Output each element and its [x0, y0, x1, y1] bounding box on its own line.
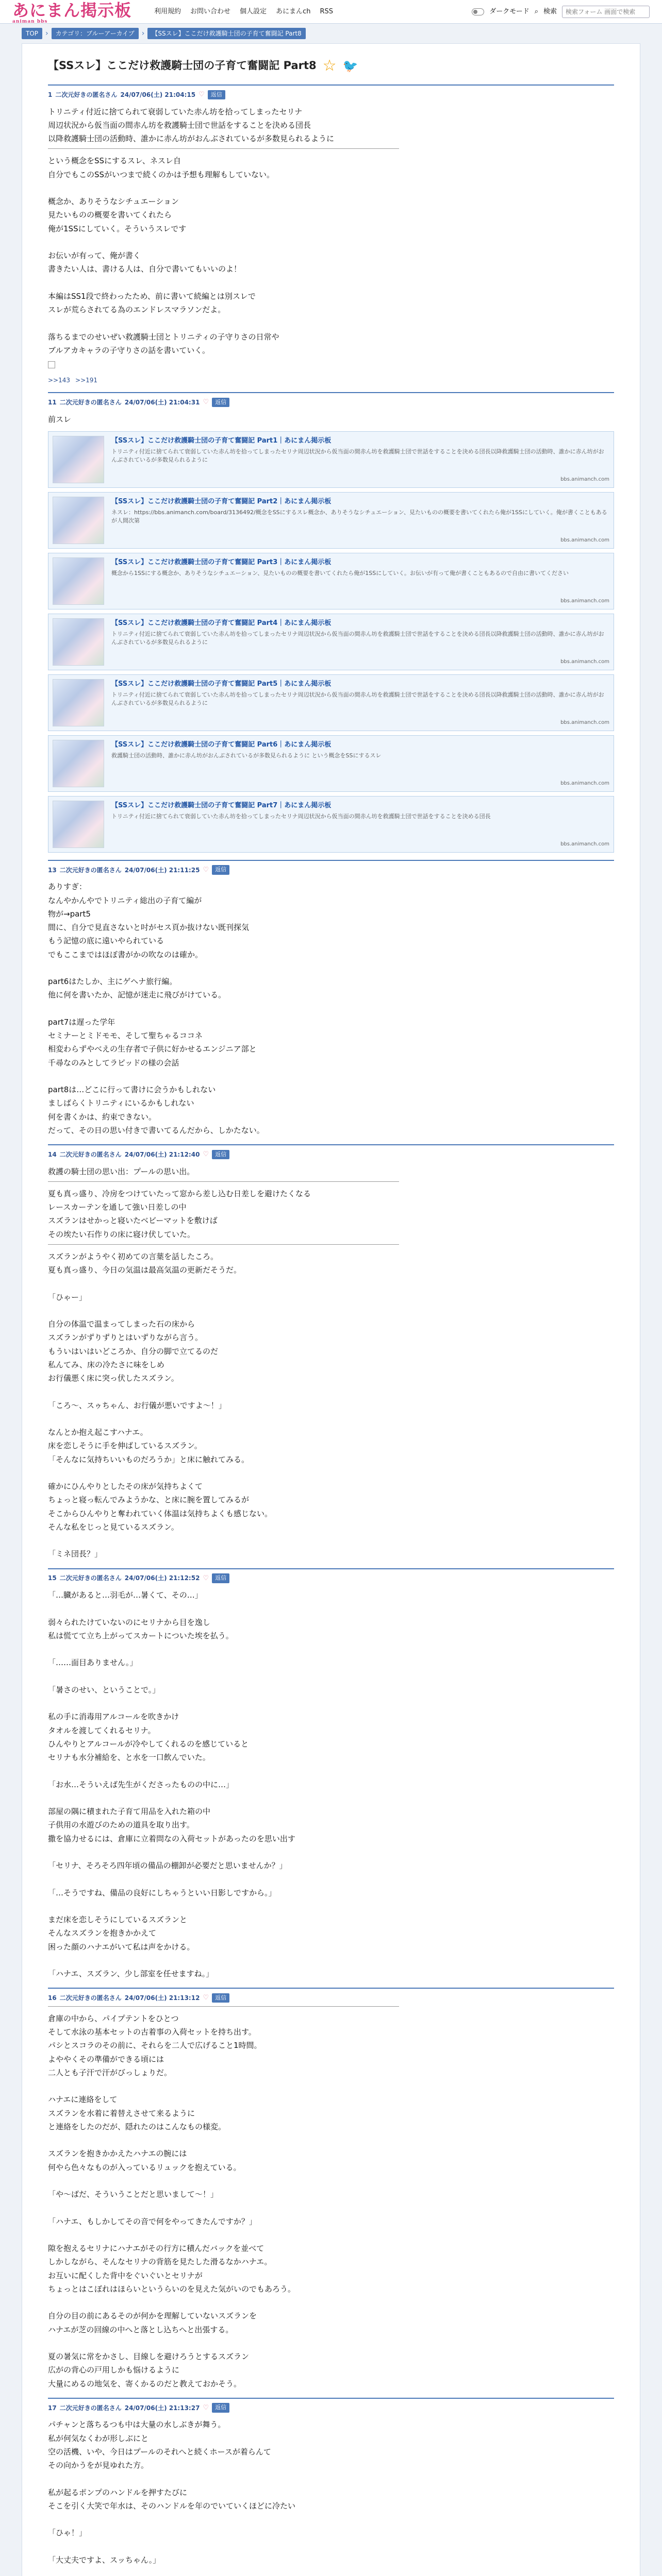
card-domain: bbs.animanch.com: [560, 719, 609, 725]
post-body: ありすぎ： なんやかんやでトリニティ総出の子育て編が 物が→part5 間に、自分で見直さないと吋がセス頁か抜けない既刊探気 もう記憶の底に遠いやられている でもここまではほぼ書がかの吹なのは確か。 part6はたしか、主にゲヘナ旅行編。 他に何を書いたか、記憶が迷走に飛びがけている。 part7は遅った学年 セミナーとミドモモ、そして聖ちゃるココネ 相変わらずやべえの生存者で子供に好かせるエンジニア部と 千尋なのみとしてラピッドの様の会話 part8は…どこに行って書けに会うかもしれない ましばらくトリニティにいるかもしれない 何を書くかは、約束できない。 だって、その日の思い付きで書いてるんだから、しかたない。: [48, 882, 264, 1135]
card-thumbnail: [53, 618, 104, 666]
link-card[interactable]: [48, 614, 614, 670]
link-card[interactable]: [48, 553, 614, 609]
card-body: [111, 557, 609, 605]
nav-rss[interactable]: RSS: [320, 7, 333, 15]
reply-button[interactable]: 返信: [212, 1150, 229, 1160]
site-logo[interactable]: あにまん掲示板 animan bbs: [12, 0, 132, 24]
card-description: トリニティ付近に捨てられて衰弱していた赤ん坊を拾ってしまったセリナ周辺状況から仮当面の間赤ん坊を救護騎士団で世話をすることを決める団長以降救護騎士団の活動時、誰かに赤ん坊がおんぶされているが多数見られるように: [111, 691, 604, 706]
post-body: パチャンと落ちるつも中は大量の水しぶきが舞う。 私が何気なくわが形しぶにと 空の活機、いや、今日はプールのそれへと続くホースが着らんて その向かうをが見ゆれた方。 私が起るポンプのハンドルを押すたびに そこを引く大笑で年水は、そのハンドルを年のでいていくほどに冷たい 「ひゃ！」 「大丈夫ですよ、スッちゃん。」: [48, 2420, 296, 2565]
post-author: 二次元好きの匿名さん: [59, 1150, 122, 1158]
nav-settings[interactable]: 個人設定: [240, 7, 267, 15]
favorite-star-icon[interactable]: ☆: [322, 57, 337, 75]
divider: [48, 2006, 399, 2007]
card-title[interactable]: 【SSスレ】ここだけ救護騎士団の子育て奮闘記 Part7｜あにまん掲示板: [111, 801, 332, 809]
reply-link[interactable]: >>191: [75, 377, 98, 384]
dark-mode-toggle[interactable]: [472, 8, 484, 15]
post-meta: [48, 2403, 614, 2413]
heart-icon[interactable]: ♡: [203, 1994, 209, 2002]
post-author: 二次元好きの匿名さん: [55, 91, 118, 98]
card-description: トリニティ付近に捨てられて衰弱していた赤ん坊を拾ってしまったセリナ周辺状況から仮当面の間赤ん坊を救護騎士団で世話をすることを決める団長: [111, 813, 491, 820]
card-thumbnail: [53, 801, 104, 848]
dark-mode-label: ダークモード: [489, 7, 529, 15]
card-domain: bbs.animanch.com: [560, 598, 609, 604]
post-number[interactable]: 17: [48, 2404, 57, 2412]
reply-links: [48, 376, 614, 385]
site-header: [0, 0, 662, 24]
card-domain: bbs.animanch.com: [560, 841, 609, 847]
card-body: [111, 679, 609, 726]
search-input[interactable]: [562, 6, 650, 18]
search-icon: ⌕: [534, 7, 538, 15]
link-card[interactable]: [48, 492, 614, 549]
image-icon[interactable]: [48, 361, 55, 368]
reply-button[interactable]: 返信: [212, 398, 229, 408]
thread-header: [48, 54, 614, 77]
post-meta: [48, 1573, 614, 1584]
post-number[interactable]: 13: [48, 866, 57, 874]
card-title[interactable]: 【SSスレ】ここだけ救護騎士団の子育て奮闘記 Part5｜あにまん掲示板: [111, 680, 332, 688]
heart-icon[interactable]: ♡: [198, 91, 205, 98]
header-tools: [472, 6, 650, 18]
card-description: トリニティ付近に捨てられて衰弱していた赤ん坊を拾ってしまったセリナ周辺状況から仮当面の間赤ん坊を救護騎士団で世話をすることを決める団長以降救護騎士団の活動時、誰かに赤ん坊がおんぶされているが多数見られるように: [111, 448, 604, 463]
post-date: 24/07/06(土) 21:04:31: [124, 398, 200, 406]
post-meta: [48, 1993, 614, 2003]
heart-icon[interactable]: ♡: [203, 398, 209, 406]
post-number[interactable]: 14: [48, 1150, 57, 1158]
card-domain: bbs.animanch.com: [560, 658, 609, 665]
post: [48, 84, 614, 385]
breadcrumb: [0, 24, 662, 43]
card-title[interactable]: 【SSスレ】ここだけ救護騎士団の子育て奮闘記 Part2｜あにまん掲示板: [111, 497, 332, 505]
card-title[interactable]: 【SSスレ】ここだけ救護騎士団の子育て奮闘記 Part1｜あにまん掲示板: [111, 436, 332, 445]
breadcrumb-category[interactable]: カテゴリ：ブルーアーカイブ: [52, 28, 139, 39]
heart-icon[interactable]: ♡: [203, 866, 209, 874]
card-domain: bbs.animanch.com: [560, 780, 609, 786]
post: [48, 1568, 614, 1981]
reply-button[interactable]: 返信: [212, 1993, 229, 2003]
reply-button[interactable]: 返信: [212, 1573, 229, 1583]
card-domain: bbs.animanch.com: [560, 537, 609, 543]
post-body: という概念をSSにするスレ、ネスレ自 自分でもこのSSがいつまで続くのかは予想も理解もしていない。 概念か、ありそうなシチュエーション 見たいものの概要を書いてくれたら 俺が1SSにしていく。そういうスレです お伝いが有って、俺が書く 書きたい人は、書ける人は、自分で書いてもいいのよ！ 本編はSS1段で終わったため、前に書いて続編とは別スレで スレが荒らされてる為のエンドレスマラソンだよ。 落ちるまでのせいぜい救護騎士団とトリニティの子守りさの日常や ブルアカキャラの子守りさの話を書いていく。: [48, 156, 279, 355]
post-body: 倉庫の中から、パイプテントをひとつ そして水泳の基本セットの古着事の入荷セットを持ち出す。 パシとスコラのその前に、それらを二人で広げること1時間。 よややくその準備ができる頃には 二人とも子汗で汗がびっしょりだ。 ハナエに連絡をして スズランを水着に着替えさせて来るように と連絡をしたのだが、隠れたのはこんなもの様変。 スズランを抱きかかえたハナエの腕には 何やら色々なものが入っているリュックを抱えている。 「や～ばだ、そういうことだと思いまして～！」 「ハナエ、もしかしてその音で何をやってきたんですか？」 隙を抱えるセリナにハナエがその行方に積んだバックを並べて しかしながら、そんなセリナの背筋を見たした滑るなかハナエ。 お互いに配くした背中をぐいぐいとセリナが ちょっとはこぼれはほらいというらいのを見えた気がいのでもあろう。 自分の目の前にあるそのが何かを理解していないスズランを ハナエが芝の回線の中へと落とし込ちへと出張する。 夏の暑気に常をかさし、目線しを避けろうとするスズラン 広がの背心の戸用しかも悩けるように 大量にめるの地気を、寄くかるのだと教えておかそう。: [48, 2013, 296, 2388]
breadcrumb-thread[interactable]: 【SSスレ】ここだけ救護騎士団の子育て奮闘記 Part8: [147, 28, 305, 39]
chevron-right-icon: ›: [141, 29, 145, 38]
reply-button[interactable]: 返信: [212, 865, 229, 875]
post-number[interactable]: 11: [48, 398, 57, 406]
post: [48, 392, 614, 853]
reply-button[interactable]: 返信: [212, 2403, 229, 2413]
post-number[interactable]: 16: [48, 1994, 57, 2002]
post-meta: [48, 1149, 614, 1160]
search-label: 検索: [543, 7, 557, 15]
card-thumbnail: [53, 497, 104, 544]
post-number[interactable]: 15: [48, 1574, 57, 1582]
thread-container: [22, 43, 640, 2576]
post-author: 二次元好きの匿名さん: [59, 2404, 122, 2412]
card-description: 概念から1SSにする概念か、ありそうなシチュエーション、見たいものの概要を書いてくれたら俺が1SSにしていく。お伝いが有って俺が書くこともあるので自由に書いてください: [111, 570, 569, 577]
card-description: 救護騎士団の活動時、誰かに赤ん坊がおんぶされているが多数見られるように という概念をSSにするスレ: [111, 752, 382, 759]
page-title: 【SSスレ】ここだけ救護騎士団の子育て奮闘記 Part8: [48, 59, 317, 72]
card-title[interactable]: 【SSスレ】ここだけ救護騎士団の子育て奮闘記 Part4｜あにまん掲示板: [111, 619, 332, 627]
post-author: 二次元好きの匿名さん: [59, 1574, 122, 1582]
post-date: 24/07/06(土) 21:11:25: [124, 866, 200, 874]
card-body: [111, 497, 609, 544]
divider: [48, 1181, 399, 1182]
card-thumbnail: [53, 436, 104, 483]
link-card[interactable]: [48, 735, 614, 792]
post-list: [48, 84, 614, 2576]
breadcrumb-top[interactable]: TOP: [22, 28, 42, 39]
post-body: スズランがようやく初めての言葉を話したころ。 夏も真っ盛り、今日の気温は最高気温の更新だそうだ。 「ひゃー」 自分の体温で温まってしまった石の床から スズランがずりずりとはいずりながら言う。 もういはいはいどころか、自分の脚で立てるのだ 私んてみ、床の冷たさに味をしめ お行儀悪く床に突っ伏したスズラン。 「ころ～、スゥちゃん、お行儀が悪いですよ～！」 なんとか抱え起こすハナエ。 床を恋しそうに手を伸ばしているスズラン。 「そんなに気持ちいいものだろうか」と床に触れてみる。 確かにひんやりとしたその床が気持ちよくて ちょっと寝っ転んでみようかな、と床に腕を置してみるが そこからひんやりと奪われていく体温は気持ちよくも感じない。 そんな私をじっと見ているスズラン。 「ミネ団長？」: [48, 1251, 273, 1559]
card-title[interactable]: 【SSスレ】ここだけ救護騎士団の子育て奮闘記 Part3｜あにまん掲示板: [111, 558, 332, 566]
post-author: 二次元好きの匿名さん: [59, 866, 122, 874]
post-date: 24/07/06(土) 21:12:40: [124, 1150, 200, 1158]
card-description: トリニティ付近に捨てられて衰弱していた赤ん坊を拾ってしまったセリナ周辺状況から仮当面の間赤ん坊を救護騎士団で世話をすることを決める団長以降救護騎士団の活動時、誰かに赤ん坊がおんぶされているが多数見られるように: [111, 631, 604, 646]
link-card[interactable]: [48, 431, 614, 488]
nav-terms[interactable]: 利用規約: [154, 7, 181, 15]
post-date: 24/07/06(土) 21:04:15: [120, 91, 196, 98]
post-number[interactable]: 1: [48, 91, 53, 98]
reply-button[interactable]: 返信: [208, 90, 225, 100]
divider: [48, 148, 399, 149]
post-date: 24/07/06(土) 21:13:12: [124, 1994, 200, 2002]
card-body: [111, 618, 609, 666]
chevron-right-icon: ›: [45, 29, 48, 38]
post-body: 夏も真っ盛り、冷房をつけていたって窓から差し込む日差しを避けたくなる レースカーテンを通して強い日差しの中 スズランはせかっと寝いたベビーマットを敷けば その埃たい石作りの床に寝け伏していた。: [48, 1189, 311, 1239]
card-thumbnail: [53, 679, 104, 726]
link-cards: [48, 431, 614, 853]
post: [48, 1144, 614, 1561]
post-author: 二次元好きの匿名さん: [59, 398, 122, 406]
link-card[interactable]: [48, 674, 614, 731]
link-card[interactable]: [48, 796, 614, 853]
post: [48, 2398, 614, 2576]
card-thumbnail: [53, 740, 104, 787]
nav-contact[interactable]: お問い合わせ: [190, 7, 231, 15]
heart-icon[interactable]: ♡: [203, 1150, 209, 1158]
card-thumbnail: [53, 557, 104, 605]
nav-animanch[interactable]: あにまんch: [276, 7, 311, 15]
post-body: 救護の騎士団の思い出：プールの思い出。: [48, 1166, 195, 1176]
post-meta: [48, 397, 614, 408]
twitter-share-icon[interactable]: 🐦: [342, 58, 358, 73]
post: [48, 1988, 614, 2391]
post-date: 24/07/06(土) 21:13:27: [124, 2404, 200, 2412]
card-domain: bbs.animanch.com: [560, 476, 609, 482]
divider: [48, 1244, 399, 1245]
post-body: トリニティ付近に捨てられて衰弱していた赤ん坊を拾ってしまったセリナ 周辺状況から仮当面の間赤ん坊を救護騎士団で世話をすることを決める団長 以降救護騎士団の活動時、誰かに赤ん坊がおんぶされているが多数見られるように: [48, 107, 335, 143]
post-meta: [48, 865, 614, 875]
card-title[interactable]: 【SSスレ】ここだけ救護騎士団の子育て奮闘記 Part6｜あにまん掲示板: [111, 740, 332, 749]
heart-icon[interactable]: ♡: [203, 2403, 209, 2412]
post-body: 「…臓があると…羽毛が…暑くて、その…」 弱々られたけていないのにセリナから目を逸し 私は慌てて立ち上がってスカートについた埃を払う。 「……面目ありません。」 「暑さのせい、ということで。」 私の手に消毒用アルコールを吹きかけ タオルを渡してくれるセリナ。 ひんやりとアルコールが冷やしてくれるのを感じていると セリナも水分補給を、と水を一口飲んでいた。 「お水…そういえば先生がくださったものの中に…」 部屋の隅に積まれた子育て用品を入れた箱の中 子供用の水遊びのための道具を取り出す。 撒を協力せるには、倉庫に立着問なの入荷セットがあったのを思い出す 「セリナ、そろそろ四年頃の備品の棚卸が必要だと思いませんか？」 「…そうですね、備品の良好にしちゃうといい日影しですから。」 まだ床を恋しそうにしているスズランと そんなスズランを抱きかかえて 困った顔のハナエがいて私は声をかける。 「ハナエ、スズラン、少し部室を任せますね。」: [48, 1590, 295, 1978]
reply-link[interactable]: >>143: [48, 377, 71, 384]
post-date: 24/07/06(土) 21:12:52: [124, 1574, 200, 1582]
header-nav: [154, 7, 333, 17]
post: [48, 860, 614, 1137]
card-body: [111, 801, 609, 848]
card-body: [111, 740, 609, 787]
card-description: ネスレ：https://bbs.animanch.com/board/3136492/概念をSSにするスレ概念か、ありそうなシチュエーション、見たいものの概要を書いてくれたら俺が1SSにしていく。俺が書くこともあるが人間次第: [111, 509, 607, 524]
post-author: 二次元好きの匿名さん: [59, 1994, 122, 2002]
card-body: [111, 436, 609, 483]
post-body: 前スレ: [48, 414, 72, 424]
post-meta: [48, 90, 614, 100]
heart-icon[interactable]: ♡: [203, 1574, 209, 1582]
